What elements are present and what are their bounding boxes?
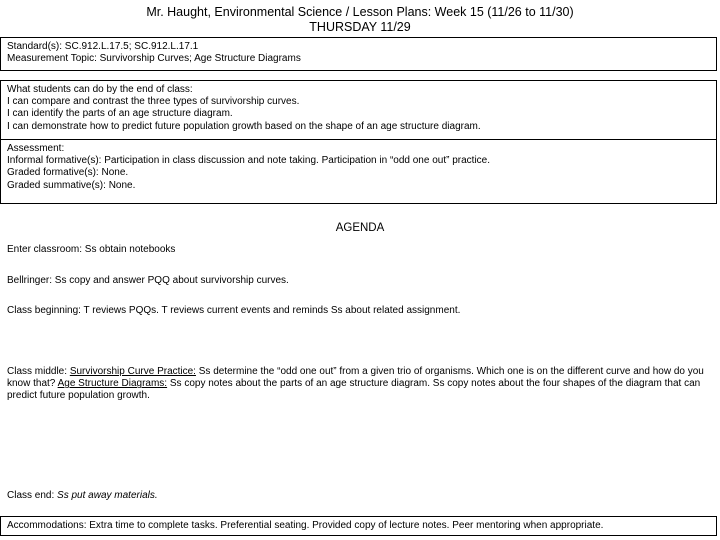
title-line-2: THURSDAY 11/29	[309, 20, 411, 34]
end-text: Ss put away materials.	[54, 490, 158, 501]
objectives-box	[0, 80, 717, 140]
agenda-bellringer	[7, 275, 713, 287]
standards-value: SC.912.L.17.5; SC.912.L.17.1	[62, 41, 199, 52]
middle-label: Class middle:	[7, 366, 68, 377]
standards-box	[0, 37, 717, 71]
document-title	[0, 5, 720, 35]
bellringer-label: Bellringer:	[7, 275, 53, 286]
informal-formative: Informal formative(s): Participation in class discussion and note taking. Participation in “odd one out” practice.	[7, 155, 491, 167]
accommodations-box	[0, 516, 717, 536]
age-structure-label: Age Structure Diagrams:	[57, 378, 168, 390]
agenda-class-middle	[7, 366, 713, 403]
middle-text-1: Ss determine the “odd one out” from a given trio of organisms. Which one is on the different curve and how do you know that?	[7, 366, 704, 390]
beginning-label: Class beginning:	[7, 305, 81, 316]
end-label: Class end:	[7, 490, 55, 501]
objective-item: I can identify the parts of an age structure diagram.	[7, 108, 233, 120]
objective-item: I can compare and contrast the three types of survivorship curves.	[7, 96, 300, 108]
agenda-class-end	[7, 490, 713, 502]
bellringer-text: Ss copy and answer PQQ about survivorship curves.	[52, 275, 289, 286]
agenda-class-beginning	[7, 305, 713, 317]
agenda-enter-classroom	[7, 244, 713, 256]
middle-text-2: Ss copy notes about the parts of an age structure diagram. Ss copy notes about the four shapes of the diagram that can predict future population growth.	[7, 378, 701, 402]
graded-summative: Graded summative(s): None.	[7, 179, 136, 191]
enter-text: Ss obtain notebooks	[82, 244, 176, 255]
objectives-heading: What students can do by the end of class:	[7, 84, 193, 95]
measurement-topic-label: Measurement Topic:	[7, 53, 97, 65]
title-line-1: Mr. Haught, Environmental Science / Lesson Plans: Week 15 (11/26 to 11/30)	[146, 5, 574, 19]
objective-item: I can demonstrate how to predict future population growth based on the shape of an age structure diagram.	[7, 120, 481, 132]
assessment-heading: Assessment:	[7, 143, 65, 154]
measurement-topic-line	[7, 53, 710, 65]
accommodations-text: Extra time to complete tasks. Preferential seating. Provided copy of lecture notes. Peer mentoring when appropriate.	[86, 520, 604, 531]
measurement-topic-value: Survivorship Curves; Age Structure Diagrams	[96, 53, 301, 65]
agenda-title: AGENDA	[335, 222, 385, 234]
accommodations-label: Accommodations:	[7, 520, 87, 531]
graded-formative: Graded formative(s): None.	[7, 167, 129, 179]
survivorship-practice-label: Survivorship Curve Practice:	[69, 366, 196, 377]
enter-label: Enter classroom:	[7, 244, 83, 255]
assessment-box	[0, 139, 717, 204]
beginning-text: T reviews PQQs. T reviews current events and reminds Ss about related assignment.	[80, 305, 461, 316]
standards-line	[7, 41, 710, 53]
standards-label: Standard(s):	[7, 41, 63, 52]
